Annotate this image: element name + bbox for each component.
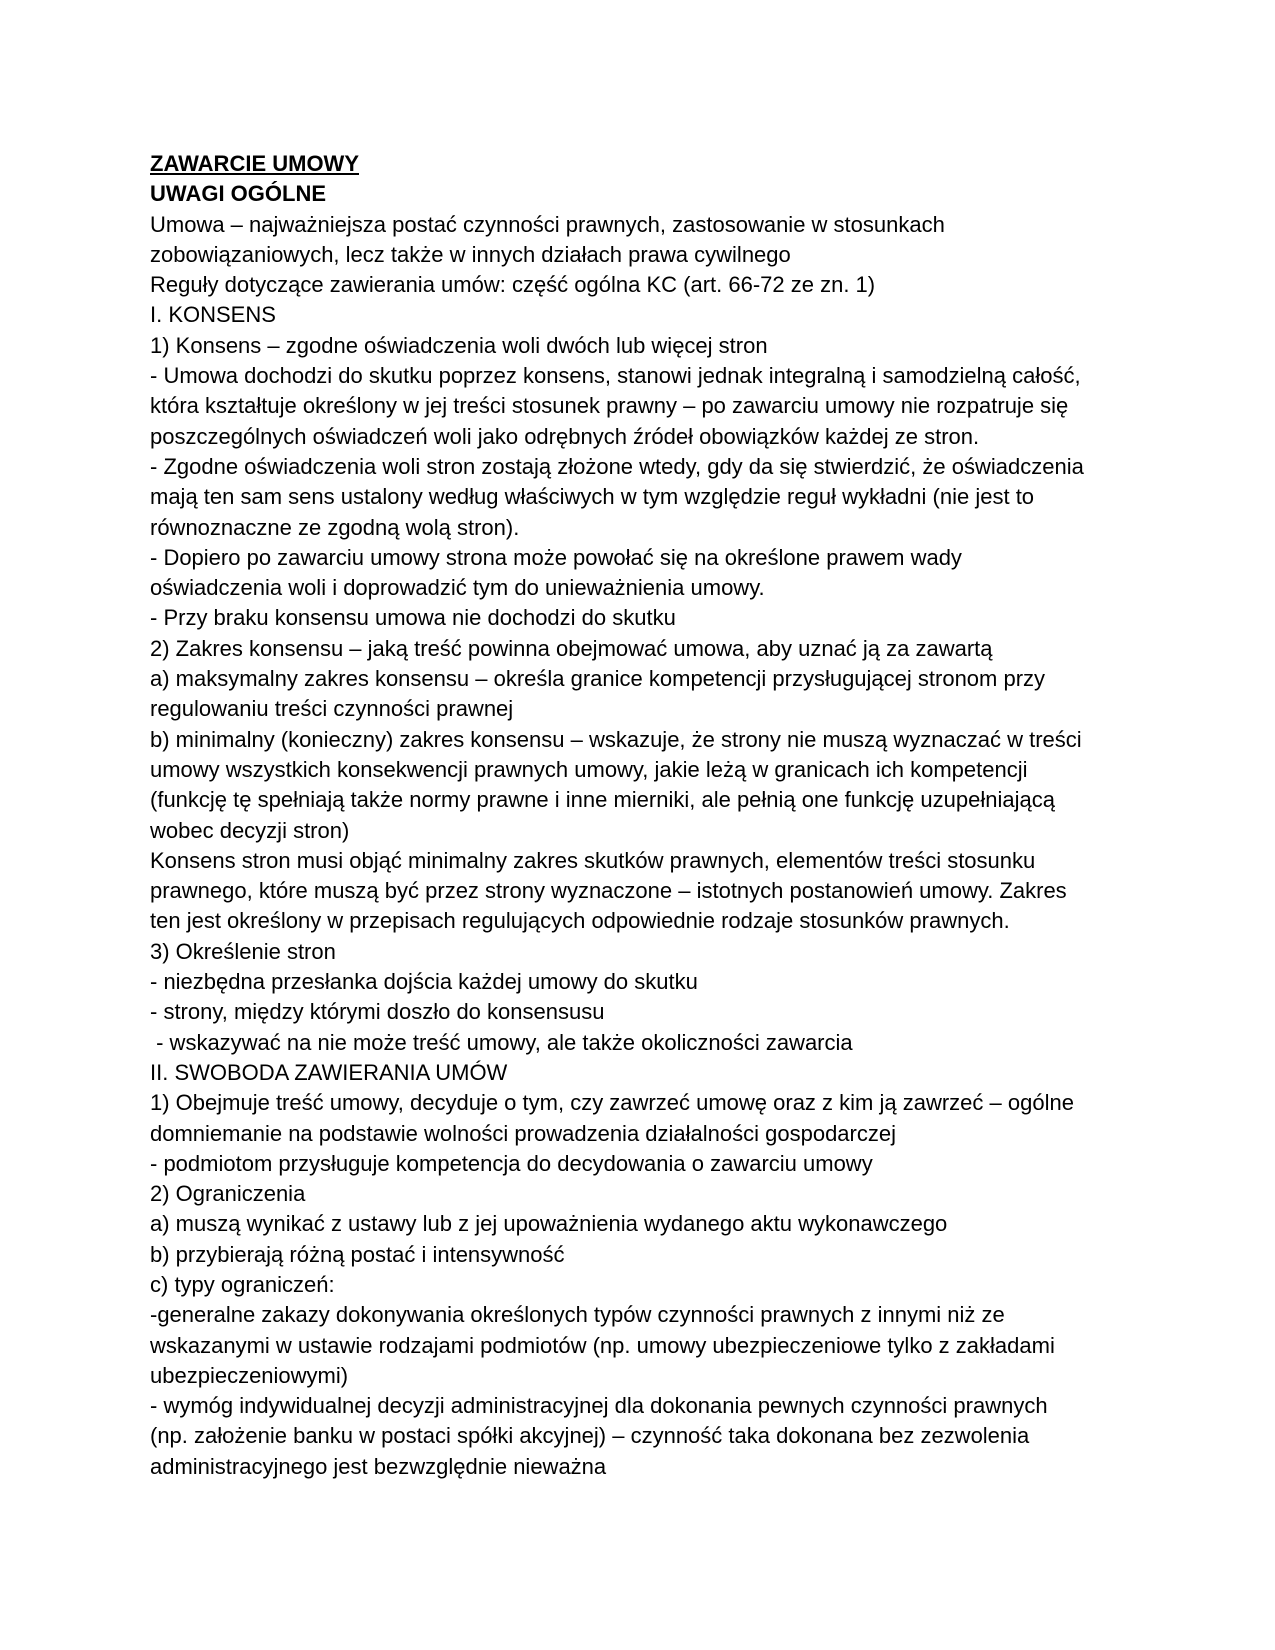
text-line: - wymóg indywidualnej decyzji administracyjnej dla dokonania pewnych czynności prawnych [150, 1393, 1048, 1419]
document-title: ZAWARCIE UMOWY [150, 151, 359, 176]
text-line: ten jest określony w przepisach regulujących odpowiednie rodzaje stosunków prawnych. [150, 908, 1010, 934]
text-line: 2) Zakres konsensu – jaką treść powinna obejmować umowa, aby uznać ją za zawartą [150, 635, 993, 661]
text-line: administracyjnego jest bezwzględnie nieważna [150, 1453, 607, 1479]
text-line: - Przy braku konsensu umowa nie dochodzi do skutku [150, 605, 676, 631]
text-line: 2) Ograniczenia [150, 1181, 306, 1207]
document-text [150, 210, 1150, 1482]
text-line: - Zgodne oświadczenia woli stron zostają złożone wtedy, gdy da się stwierdzić, że oświadczenia [150, 453, 1084, 479]
text-line: (np. założenie banku w postaci spółki akcyjnej) – czynność taka dokonana bez zezwolenia [150, 1423, 1030, 1449]
text-line: umowy wszystkich konsekwencji prawnych umowy, jakie leżą w granicach ich kompetencji [150, 756, 1028, 782]
text-line: b) minimalny (konieczny) zakres konsensu – wskazuje, że strony nie muszą wyznaczać w treści [150, 726, 1082, 752]
text-line: a) muszą wynikać z ustawy lub z jej upoważnienia wydanego aktu wykonawczego [150, 1211, 948, 1237]
text-line: c) typy ograniczeń: [150, 1271, 335, 1297]
text-line: równoznaczne ze zgodną wolą stron). [150, 514, 520, 540]
text-line: regulowaniu treści czynności prawnej [150, 696, 514, 722]
text-line: Umowa – najważniejsza postać czynności prawnych, zastosowanie w stosunkach [150, 211, 945, 237]
document-subtitle: UWAGI OGÓLNE [150, 181, 326, 207]
text-line: mają ten sam sens ustalony według właściwych w tym względzie reguł wykładni (nie jest to [150, 484, 1035, 510]
text-line: Konsens stron musi objąć minimalny zakres skutków prawnych, elementów treści stosunku [150, 847, 1036, 873]
text-line: II. SWOBODA ZAWIERANIA UMÓW [150, 1059, 508, 1085]
text-line: zobowiązaniowych, lecz także w innych działach prawa cywilnego [150, 241, 791, 267]
text-line: - strony, między którymi doszło do konsensusu [150, 999, 605, 1025]
text-line: I. KONSENS [150, 302, 276, 328]
text-line: wobec decyzji stron) [150, 817, 350, 843]
text-line: 3) Określenie stron [150, 938, 336, 964]
text-line: prawnego, które muszą być przez strony wyznaczone – istotnych postanowień umowy. Zakres [150, 878, 1067, 904]
document-body [150, 149, 1150, 1482]
text-line: domniemanie na podstawie wolności prowadzenia działalności gospodarczej [150, 1120, 896, 1146]
text-line: - niezbędna przesłanka dojścia każdej umowy do skutku [150, 969, 698, 995]
text-line: - wskazywać na nie może treść umowy, ale także okoliczności zawarcia [150, 1029, 853, 1055]
text-line: - Dopiero po zawarciu umowy strona może powołać się na określone prawem wady [150, 544, 962, 570]
text-line: ubezpieczeniowymi) [150, 1362, 349, 1388]
text-line: (funkcję tę spełniają także normy prawne i inne mierniki, ale pełnią one funkcję uzupełniającą [150, 787, 1055, 813]
text-line: Reguły dotyczące zawierania umów: część ogólna KC (art. 66-72 ze zn. 1) [150, 272, 876, 298]
text-line: b) przybierają różną postać i intensywność [150, 1241, 565, 1267]
text-line: oświadczenia woli i doprowadzić tym do unieważnienia umowy. [150, 575, 765, 601]
text-line: wskazanymi w ustawie rodzajami podmiotów (np. umowy ubezpieczeniowe tylko z zakładami [150, 1332, 1055, 1358]
text-line: -generalne zakazy dokonywania określonych typów czynności prawnych z innymi niż ze [150, 1302, 1005, 1328]
text-line: która kształtuje określony w jej treści stosunek prawny – po zawarciu umowy nie rozpatruje się [150, 393, 1069, 419]
text-line: 1) Obejmuje treść umowy, decyduje o tym, czy zawrzeć umowę oraz z kim ją zawrzeć – ogólne [150, 1090, 1074, 1116]
text-line: 1) Konsens – zgodne oświadczenia woli dwóch lub więcej stron [150, 332, 768, 358]
text-line: poszczególnych oświadczeń woli jako odrębnych źródeł obowiązków każdej ze stron. [150, 423, 980, 449]
text-line: - Umowa dochodzi do skutku poprzez konsens, stanowi jednak integralną i samodzielną całość, [150, 363, 1081, 389]
text-line: - podmiotom przysługuje kompetencja do decydowania o zawarciu umowy [150, 1150, 873, 1176]
text-line: a) maksymalny zakres konsensu – określa granice kompetencji przysługującej stronom przy [150, 666, 1046, 692]
